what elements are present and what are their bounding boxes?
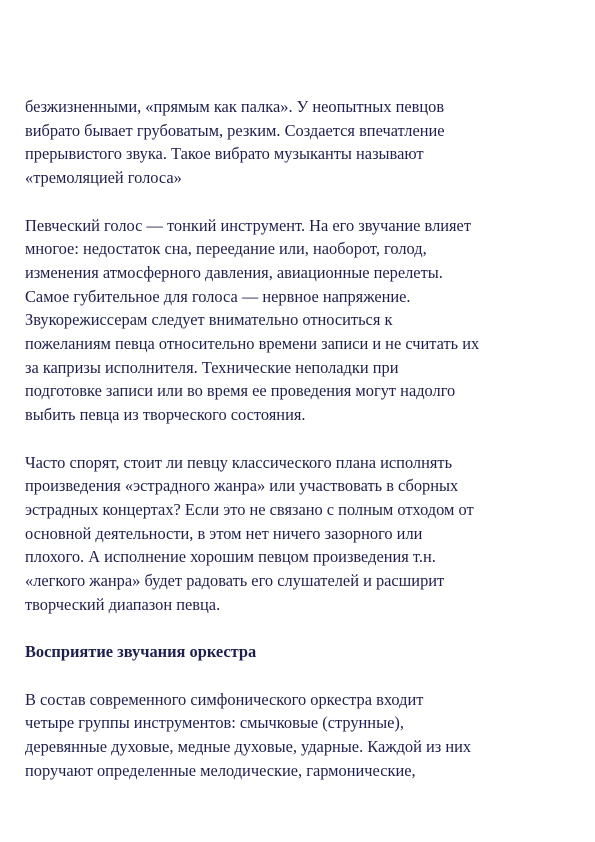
paragraph-orchestra: В состав современного симфонического оркестра входит четыре группы инструментов: смычковые (струнные), деревянные духовые, медные духовые, ударные. Каждой из них поручают определенные мелодические, гармонические, [25, 689, 472, 780]
paragraph-spacer [25, 664, 573, 688]
paragraph-classical-singer: Часто спорят, стоит ли певцу классического плана исполнять произведения «эстрадного жанра» или участвовать в сборных эстрадных концертах? Если это не связано с полным отходом от основной деятельности, в этом нет ничего зазорного или плохого. А исполнение хорошим певцом произведения т.н. «легкого жанра» будет радовать его слушателей и расширит творческий диапазон певца. [25, 452, 474, 614]
section-heading: Восприятие звучания оркестра [25, 642, 257, 662]
document-body [25, 95, 573, 782]
paragraph-singing-voice: Певческий голос — тонкий инструмент. На его звучание влияет многое: недостаток сна, переедание или, наоборот, голод, изменения атмосферного давления, авиационные перелеты. Самое губительное для голоса — нервное напряжение. Звукорежиссерам следует внимательно относиться к пожеланиям певца относительно времени записи и не считать их за капризы исполнителя. Технические неполадки при подготовке записи или во время ее проведения могут надолго выбить певца из творческого состояния. [25, 215, 480, 425]
paragraph-spacer [25, 427, 573, 451]
paragraph-spacer [25, 616, 573, 640]
paragraph-vibrato: безжизненными, «прямым как палка». У неопытных певцов вибрато бывает грубоватым, резким. Создается впечатление прерывистого звука. Такое вибрато музыканты называют «тремоляцией голоса» [25, 97, 445, 188]
paragraph-spacer [25, 190, 573, 214]
